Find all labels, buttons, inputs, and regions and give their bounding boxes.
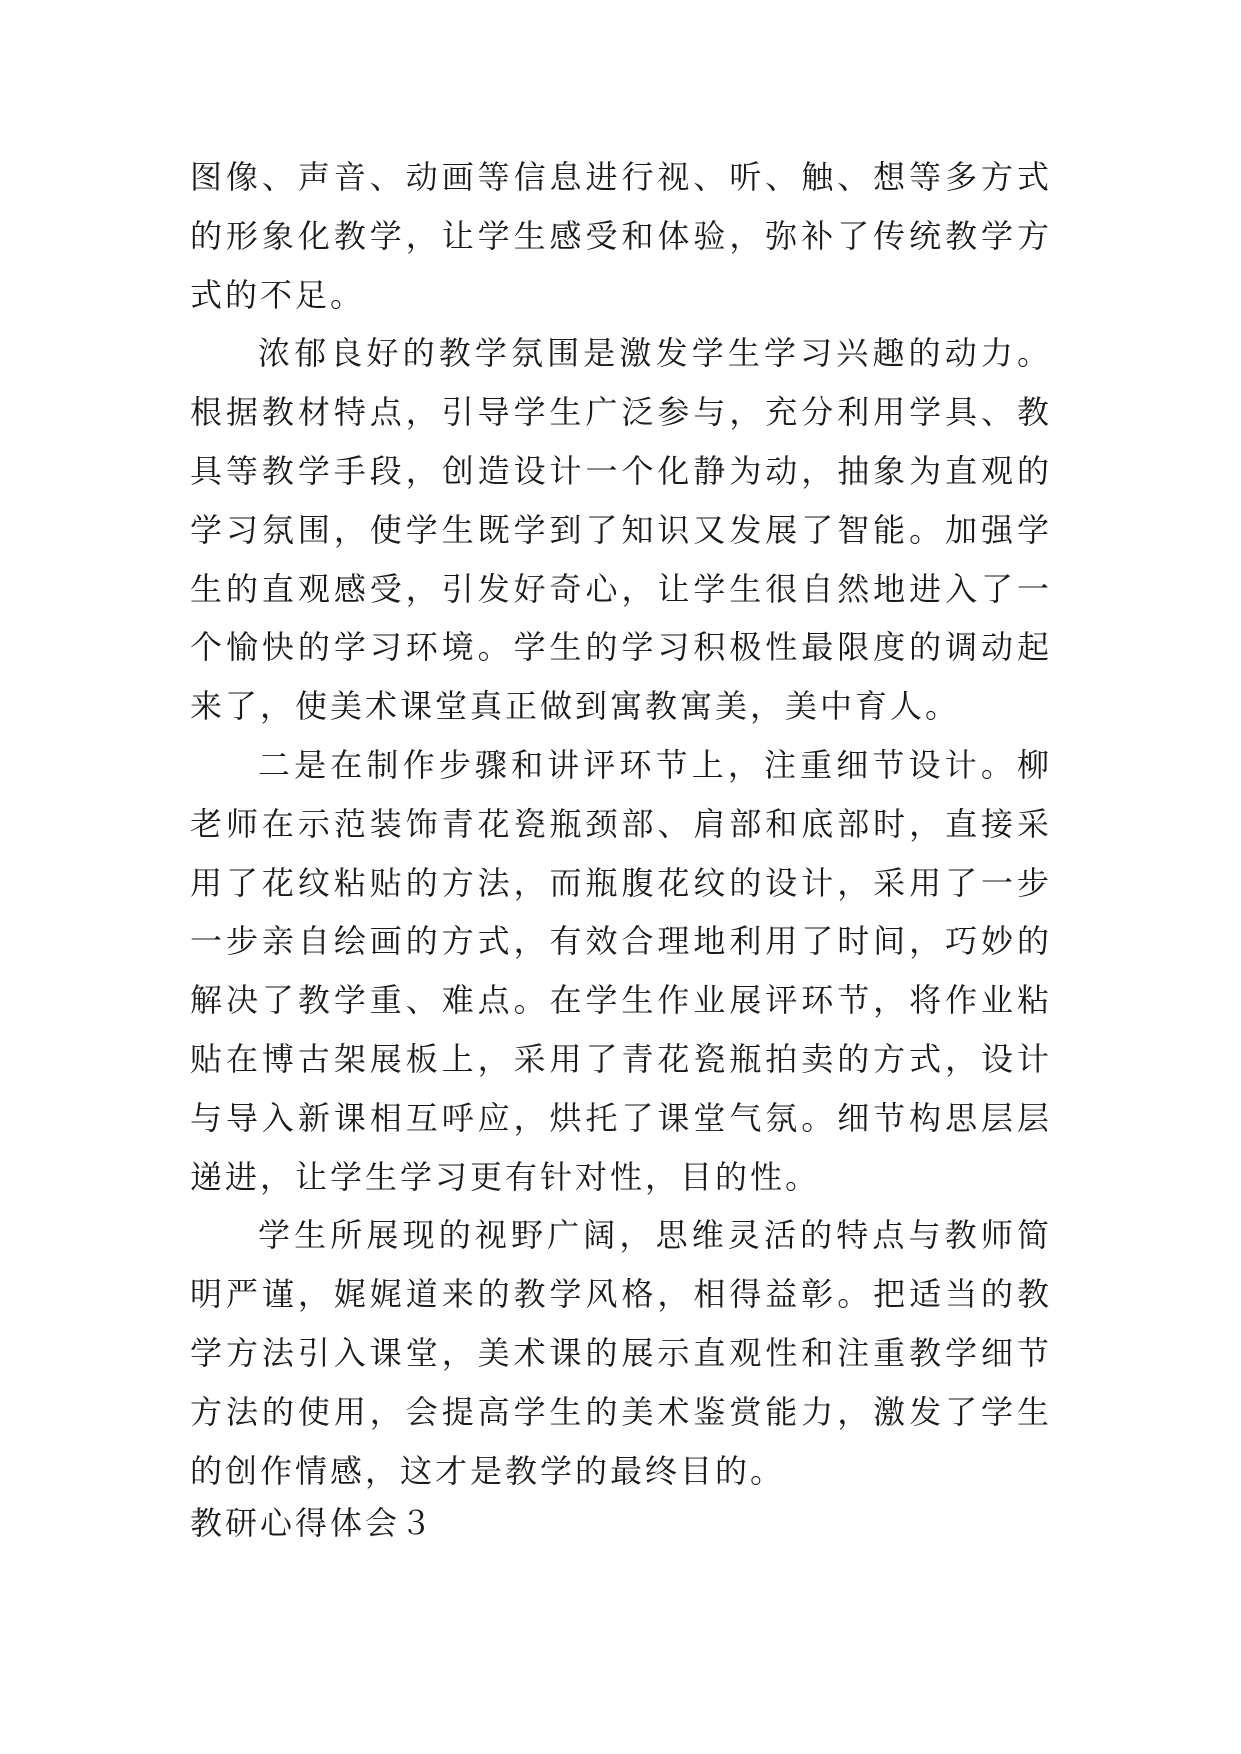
document-body <box>190 148 1052 1500</box>
section-heading: 教研心得体会３ <box>190 1504 436 1542</box>
paragraph-detail-design: 二是在制作步骤和讲评环节上，注重细节设计。柳老师在示范装饰青花瓷瓶颈部、肩部和底部时，直接采用了花纹粘贴的方法，而瓶腹花纹的设计，采用了一步一步亲自绘画的方式，有效合理地利用了时间，巧妙的解决了教学重、难点。在学生作业展评环节，将作业粘贴在博古架展板上，采用了青花瓷瓶拍卖的方式，设计与导入新课相互呼应，烘托了课堂气氛。细节构思层层递进，让学生学习更有针对性，目的性。 <box>190 745 1052 1196</box>
paragraph-atmosphere: 浓郁良好的教学氛围是激发学生学习兴趣的动力。根据教材特点，引导学生广泛参与，充分利用学具、教具等教学手段，创造设计一个化静为动，抽象为直观的学习氛围，使学生既学到了知识又发展了智能。加强学生的直观感受，引发好奇心，让学生很自然地进入了一个愉快的学习环境。学生的学习积极性最限度的调动起来了，使美术课堂真正做到寓教寓美，美中育人。 <box>190 334 1052 726</box>
paragraph-conclusion: 学生所展现的视野广阔，思维灵活的特点与教师简明严谨，娓娓道来的教学风格，相得益彰。把适当的教学方法引入课堂，美术课的展示直观性和注重教学细节方法的使用，会提高学生的美术鉴赏能力，激发了学生的创作情感，这才是教学的最终目的。 <box>190 1216 1052 1490</box>
paragraph-continuation: 图像、声音、动画等信息进行视、听、触、想等多方式的形象化教学，让学生感受和体验，弥补了传统教学方式的不足。 <box>190 158 1052 314</box>
